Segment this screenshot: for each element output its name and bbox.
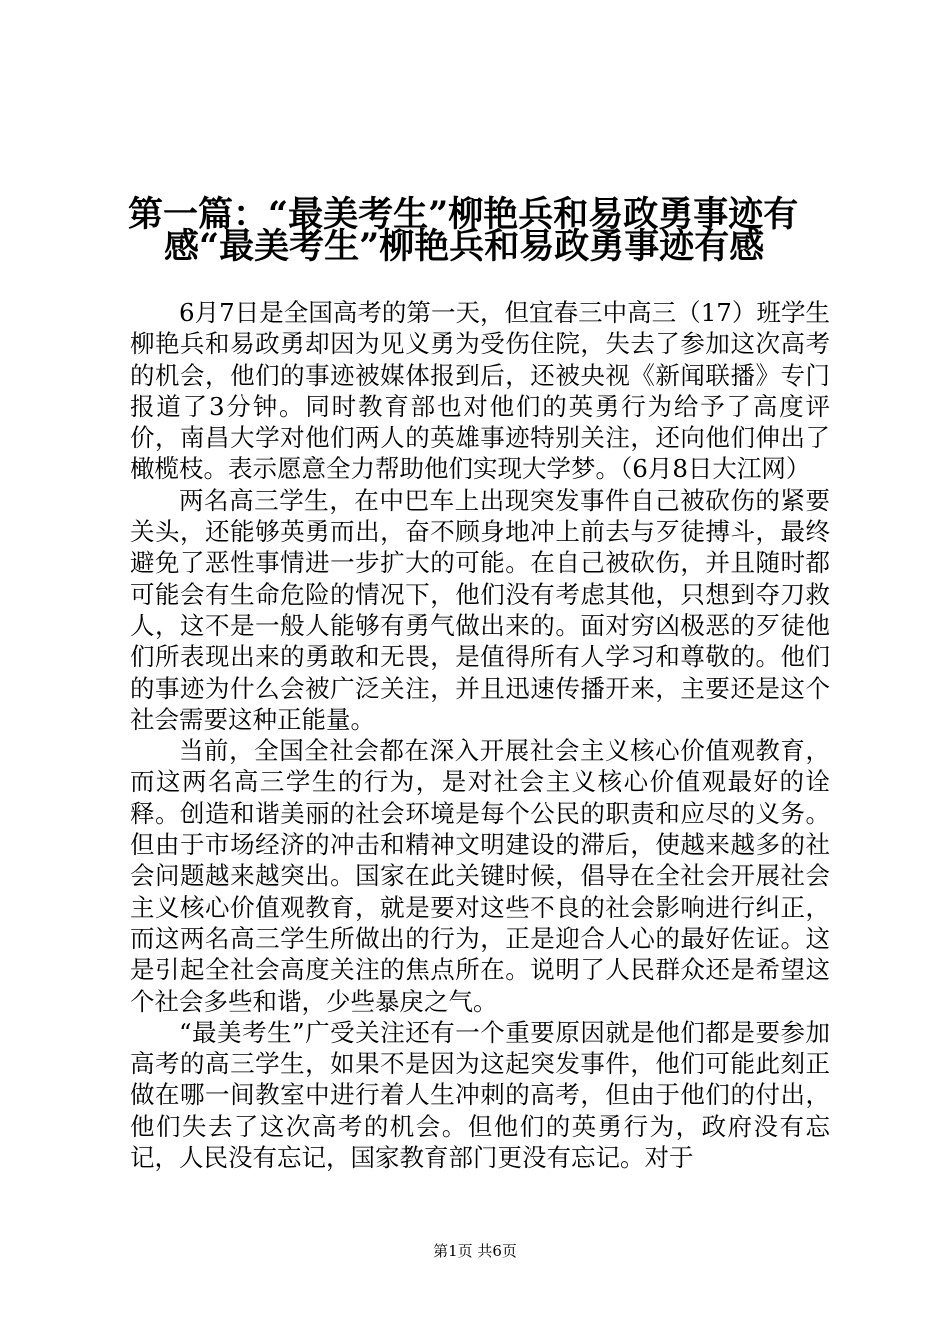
page-footer: 第1页 共6页: [433, 1242, 517, 1260]
paragraph: “最美考生”广受关注还有一个重要原因就是他们都是要参加高考的高三学生，如果不是因为这起突发事件，他们可能此刻正做在哪一间教室中进行着人生冲刺的高考，但由于他们的付出，他们失去了这次高考的机会。但他们的英勇行为，政府没有忘记，人民没有忘记，国家教育部门更没有忘记。对于: [130, 1017, 830, 1173]
document-title-line-1: 第一篇：“最美考生”柳艳兵和易政勇事迹有: [128, 194, 799, 235]
paragraph: 6月7日是全国高考的第一天，但宜春三中高三（17）班学生柳艳兵和易政勇却因为见义勇为受伤住院，失去了参加这次高考的机会，他们的事迹被媒体报到后，还被央视《新闻联播》专门报道了3分钟。同时教育部也对他们的英勇行为给予了高度评价，南昌大学对他们两人的英雄事迹特别关注，还向他们伸出了橄榄枝。表示愿意全力帮助他们实现大学梦。（6月8日大江网）: [130, 298, 830, 484]
document-title-line-2: 感“最美考生”柳艳兵和易政勇事迹有感: [164, 226, 765, 267]
paragraph: 当前，全国全社会都在深入开展社会主义核心价值观教育，而这两名高三学生的行为，是对社会主义核心价值观最好的诠释。创造和谐美丽的社会环境是每个公民的职责和应尽的义务。但由于市场经济的冲击和精神文明建设的滞后，使越来越多的社会问题越来越突出。国家在此关键时候，倡导在全社会开展社会主义核心价值观教育，就是要对这些不良的社会影响进行纠正，而这两名高三学生所做出的行为，正是迎合人心的最好佐证。这是引起全社会高度关注的焦点所在。说明了人民群众还是希望这个社会多些和谐，少些暴戾之气。: [130, 736, 830, 1016]
document-body: [130, 297, 830, 1173]
paragraph: 两名高三学生，在中巴车上出现突发事件自己被砍伤的紧要关头，还能够英勇而出，奋不顾身地冲上前去与歹徒搏斗，最终避免了恶性事情进一步扩大的可能。在自己被砍伤，并且随时都可能会有生命危险的情况下，他们没有考虑其他，只想到夺刀救人，这不是一般人能够有勇气做出来的。面对穷凶极恶的歹徒他们所表现出来的勇敢和无畏，是值得所有人学习和尊敬的。他们的事迹为什么会被广泛关注，并且迅速传播开来，主要还是这个社会需要这种正能量。: [130, 485, 830, 734]
